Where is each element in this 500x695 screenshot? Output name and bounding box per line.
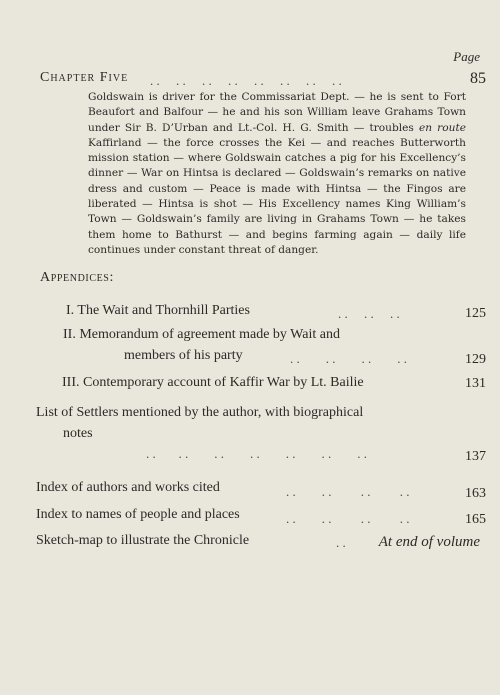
chapter-page-number: 85: [470, 70, 486, 87]
appendix-entry: [62, 375, 364, 391]
toc-page-number: 137: [465, 449, 486, 464]
chapter-summary: Goldswain is driver for the Commissariat Dept. — he is sent to Fort Beaufort and Balfour — he and his son William leave Grahams Town under Sir B. D’Urban and Lt.-Col. H. G. Smith — troubles en route Kaffirland — the force crosses the Kei — and reaches Butterworth mission station — where Goldswain catches a pig for his Excellency’s dinner — War on Hintsa is declared — Goldswain’s remarks on native dress and custom — Peace is made with Hintsa — the Fingos are liberated — Hintsa is shot — His Excellency names King William’s Town — Goldswain’s family are living in Grahams Town — he takes them home to Bathurst — and begins farming again — daily life continues under constant threat of danger.: [88, 91, 466, 256]
appendix-title: Contemporary account of Kaffir War by Lt. Bailie: [83, 375, 364, 390]
leader-dots: . . . . . . . .: [286, 511, 410, 526]
leader-dots: . . . . . . . . . . . . . .: [146, 446, 367, 461]
toc-entry-authors-index: Index of authors and works cited: [36, 480, 220, 495]
appendix-title-continued: members of his party: [124, 348, 243, 363]
toc-entry-settlers: List of Settlers mentioned by the author, with biographical: [36, 405, 364, 420]
appendix-number: III.: [62, 375, 80, 390]
leader-dots: . . . . . .: [338, 306, 400, 321]
sketch-map-location: At end of volume: [378, 534, 480, 550]
toc-page-number: 165: [465, 512, 486, 527]
chapter-title: Chapter Five: [40, 70, 129, 85]
appendix-page-number: 125: [465, 306, 486, 321]
toc-entry-names-index: Index to names of people and places: [36, 507, 240, 522]
appendix-page-number: 129: [465, 352, 486, 367]
appendix-page-number: 131: [465, 376, 486, 391]
leader-dots: . .: [336, 535, 346, 550]
leader-dots: . . . . . . . .: [286, 484, 410, 499]
appendix-entry: [66, 303, 250, 319]
toc-entry-continued: notes: [63, 426, 93, 441]
appendix-title: Memorandum of agreement made by Wait and: [79, 327, 340, 342]
appendices-heading: Appendices:: [40, 270, 114, 285]
leader-dots: . . . . . . . .: [290, 351, 407, 366]
appendix-number: II.: [63, 327, 76, 342]
page-column-label: Page: [453, 49, 480, 64]
appendix-number: I.: [66, 303, 75, 318]
appendix-entry: [63, 327, 340, 343]
toc-entry-sketch-map: Sketch-map to illustrate the Chronicle: [36, 533, 250, 548]
leader-dots: . . . . . . . . . . . . . . . .: [150, 73, 342, 88]
toc-page-number: 163: [465, 486, 486, 501]
appendix-title: The Wait and Thornhill Parties: [77, 303, 250, 318]
